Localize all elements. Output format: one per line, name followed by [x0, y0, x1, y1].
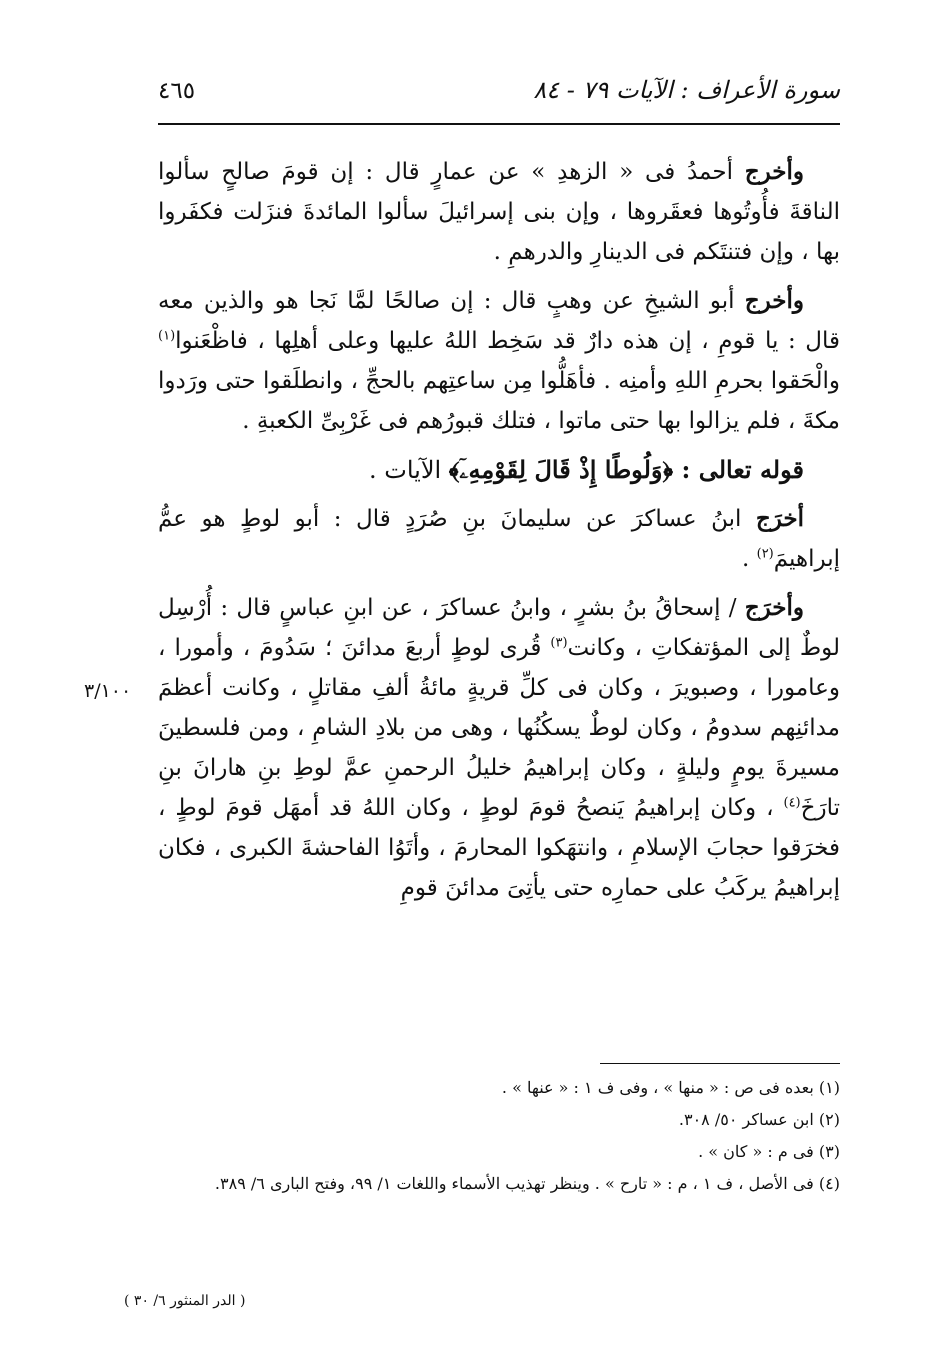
footnote: (٣) فى م : « كان » .	[698, 1142, 840, 1161]
paragraph-lead: وأخرج	[744, 158, 804, 185]
footnote-marker: (١)	[158, 328, 176, 344]
footnote-rule	[600, 1063, 840, 1064]
footnote: (٢) ابن عساكر ٥٠/ ٣٠٨.	[678, 1110, 840, 1129]
paragraph-ammar	[158, 152, 840, 272]
verse-heading-tail: الآيات .	[368, 456, 449, 484]
paragraph-ibn-asakir	[158, 499, 840, 579]
paragraph-text: والْحَقوا بحرمِ اللهِ وأمنِه . فأهَلُّوا مِن ساعتِهم بالحجِّ ، وانطلَقوا حتى ورَدوا مكةَ ، فلم يزالوا بها حتى ماتوا ، فتلك قبورُهم فى غَرْبِىِّ الكعبةِ .	[158, 368, 840, 434]
footnotes	[158, 1078, 840, 1206]
paragraph-lead: وأخرَج	[744, 594, 804, 621]
running-title: سورة الأعراف : الآيات ٧٩ - ٨٤	[533, 76, 840, 104]
quran-verse: ﴿وَلُوطًا إِذْ قَالَ لِقَوْمِهِۦٓ﴾	[448, 455, 674, 484]
paragraph-text: ابنُ عساكرَ عن سليمانَ بنِ صُرَدٍ قال : أبو لوطٍ هو عمُّ إبراهيمَ	[158, 506, 840, 572]
main-text	[158, 152, 840, 917]
paragraph-text: قُرى لوطٍ أربعَ مدائنَ ؛ سَدُومَ ، وأمورا ، وعامورا ، وصبويرَ ، وكان فى كلِّ قريةٍ مائةُ ألفِ مقاتلٍ ، وكانت أعظمَ مدائنِهم سدومُ ، وكان لوطٌ يسكُنُها ، وهى من بلادِ الشامِ ، ومن فلسطينَ مسيرةَ يومٍ وليلةٍ ، وكان إبراهيمُ خليلُ الرحمنِ عمَّ لوطِ بنِ هارانَ بنِ تارَخَ	[158, 635, 840, 821]
paragraph-text: / إسحاقُ بنُ بشرٍ ، وابنُ عساكرَ ، عن ابنِ عباسٍ قال : أُرْسِل لوطٌ إلى المؤتفكاتِ ، وكانت	[158, 595, 841, 661]
paragraph-text: أحمدُ فى « الزهدِ » عن عمارٍ قال : إن قومَ صالحٍ سألوا الناقةَ فأُوتُوها فعقَروها ، وإن بنى إسرائيلَ سألوا المائدةَ فنزَلت فكفَروا بها ، وإن فتنتَكم فى الدينارِ والدرهمِ .	[158, 159, 840, 265]
paragraph-ibn-abbas	[158, 588, 840, 908]
footnote-marker: (٤)	[783, 795, 801, 811]
volume-signature: ( الدر المنثور ٦/ ٣٠ )	[124, 1293, 246, 1309]
paragraph-lead: وأخرج	[744, 287, 804, 314]
paragraph-wahb	[158, 281, 840, 441]
footnote: (١) بعده فى ص : « منها » ، وفى ف ١ : « عنها » .	[501, 1078, 840, 1097]
footnote: (٤) فى الأصل ، ف ١ ، م : « تارح » . وينظر تهذيب الأسماء واللغات ١/ ٩٩، وفتح البارى ٦/ ٣٨٩.	[214, 1174, 840, 1193]
header-rule	[158, 123, 840, 125]
footnote-marker: (٢)	[756, 546, 774, 562]
page-header	[158, 74, 840, 122]
paragraph-text: .	[741, 546, 757, 572]
verse-heading-lead: قوله تعالى :	[673, 455, 804, 484]
margin-reference: ٣/١٠٠	[84, 680, 132, 702]
verse-heading	[158, 450, 840, 490]
page-number: ٤٦٥	[158, 78, 196, 104]
paragraph-text: أبو الشيخِ عن وهبٍ قال : إن صالحًا لمَّا نَجا هو والذين معه قال : يا قومِ ، إن هذه دارٌ قد سَخِط اللهُ عليها وعلى أهلِها ، فاظْعَنوا	[158, 288, 840, 354]
footnote-marker: (٣)	[550, 635, 568, 651]
paragraph-lead: أخرَج	[755, 505, 804, 532]
paragraph-text: ، وكان إبراهيمُ يَنصحُ قومَ لوطٍ ، وكان اللهُ قد أمهَل قومَ لوطٍ ، فخرَقوا حجابَ الإسلامِ ، وانتهَكوا المحارمَ ، وأتَوُا الفاحشةَ الكبرى ، فكان إبراهيمُ يركَبُ على حمارِه حتى يأتِىَ مدائنَ قومِ	[158, 795, 840, 901]
